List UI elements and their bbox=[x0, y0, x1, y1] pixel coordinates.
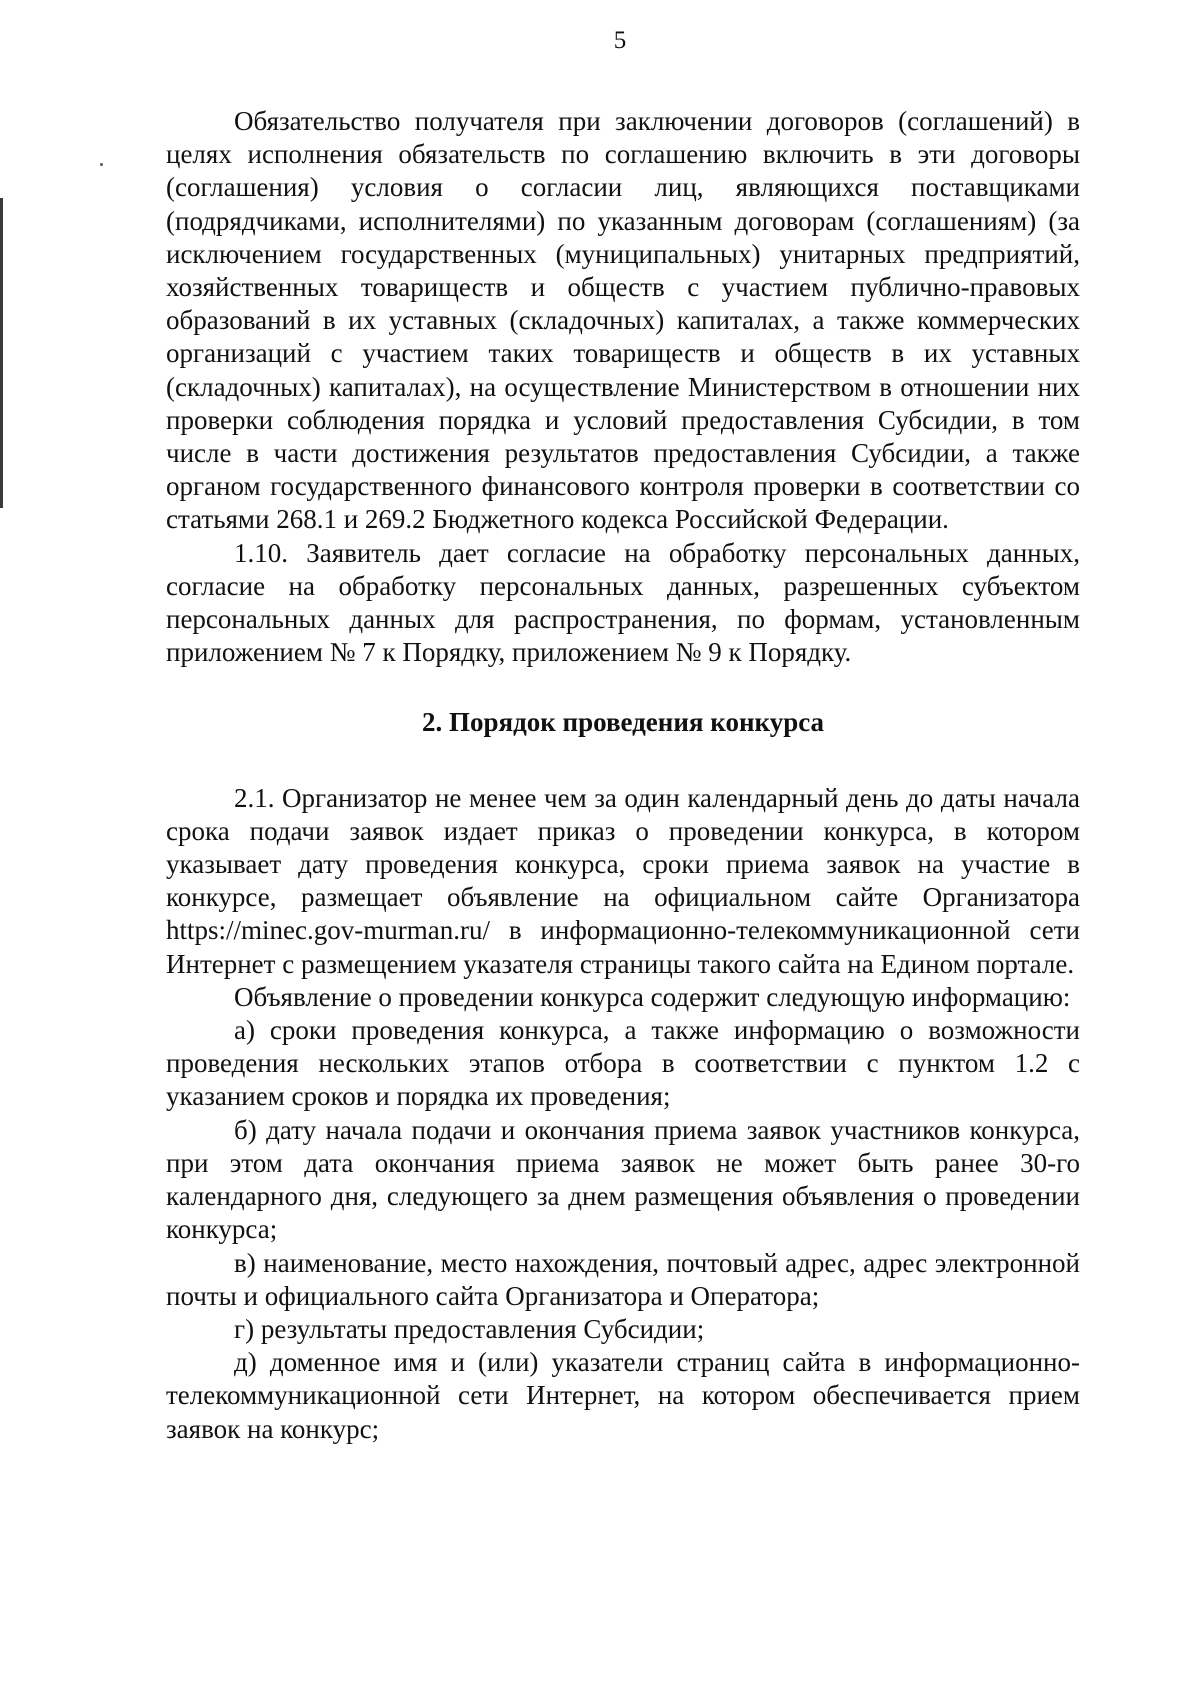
section-heading: 2. Порядок проведения конкурса bbox=[421, 707, 825, 738]
list-item-b: б) дату начала подачи и окончания приема заявок участников конкурса, при этом дата окончания приема заявок не может быть ранее 30-го календарного дня, следующего за днем размещения объявления о проведении конкурса; bbox=[166, 1114, 1080, 1245]
list-item-v: в) наименование, место нахождения, почтовый адрес, адрес электронной почты и официального сайта Организатора и Оператора; bbox=[166, 1247, 1080, 1311]
list-item-a: а) сроки проведения конкурса, а также информацию о возможности проведения нескольких этапов отбора в соответствии с пунктом 1.2 с указанием сроков и порядка их проведения; bbox=[166, 1015, 1080, 1112]
list-item-g: г) результаты предоставления Субсидии; bbox=[234, 1313, 705, 1344]
paragraph-2-1: 2.1. Организатор не менее чем за один календарный день до даты начала срока подачи заявок издает приказ о проведении конкурса, в котором указывает дату проведения конкурса, сроки приема заявок на участие в конкурсе, размещает объявление на официальном сайте Организатора https://minec.gov-murman.ru/ в информационно-телекоммуникационной сети Интернет с размещением указателя страницы такого сайта на Едином портале. bbox=[166, 782, 1080, 979]
scan-dot-mark bbox=[100, 163, 103, 166]
paragraph-1-10: 1.10. Заявитель дает согласие на обработку персональных данных, согласие на обработку персональных данных, разрешенных субъектом персональных данных для распространения, по формам, установленным приложением № 7 к Порядку, приложением № 9 к Порядку. bbox=[166, 537, 1080, 668]
list-item-d: д) доменное имя и (или) указатели страниц сайта в информационно-телекоммуникационной сети Интернет, на котором обеспечивается прием заявок на конкурс; bbox=[166, 1347, 1080, 1444]
page-number: 5 bbox=[613, 27, 627, 54]
paragraph-obligation: Обязательство получателя при заключении договоров (соглашений) в целях исполнения обязательств по соглашению включить в эти договоры (соглашения) условия о согласии лиц, являющихся поставщиками (подрядчиками, исполнителями) по указанным договорам (соглашениям) (за исключением государственных (муниципальных) унитарных предприятий, хозяйственных товариществ и обществ с участием публично-правовых образований в их уставных (складочных) капиталах, а также коммерческих организаций с участием таких товариществ и обществ в их уставных (складочных) капиталах), на осуществление Министерством в отношении них проверки соблюдения порядка и условий предоставления Субсидии, в том числе в части достижения результатов предоставления Субсидии, а также органом государственного финансового контроля проверки в соответствии со статьями 268.1 и 269.2 Бюджетного кодекса Российской Федерации. bbox=[166, 106, 1080, 535]
paragraph-announcement: Объявление о проведении конкурса содержит следующую информацию: bbox=[234, 981, 1071, 1012]
scan-edge-mark bbox=[0, 198, 3, 508]
document-body bbox=[166, 105, 1080, 1446]
